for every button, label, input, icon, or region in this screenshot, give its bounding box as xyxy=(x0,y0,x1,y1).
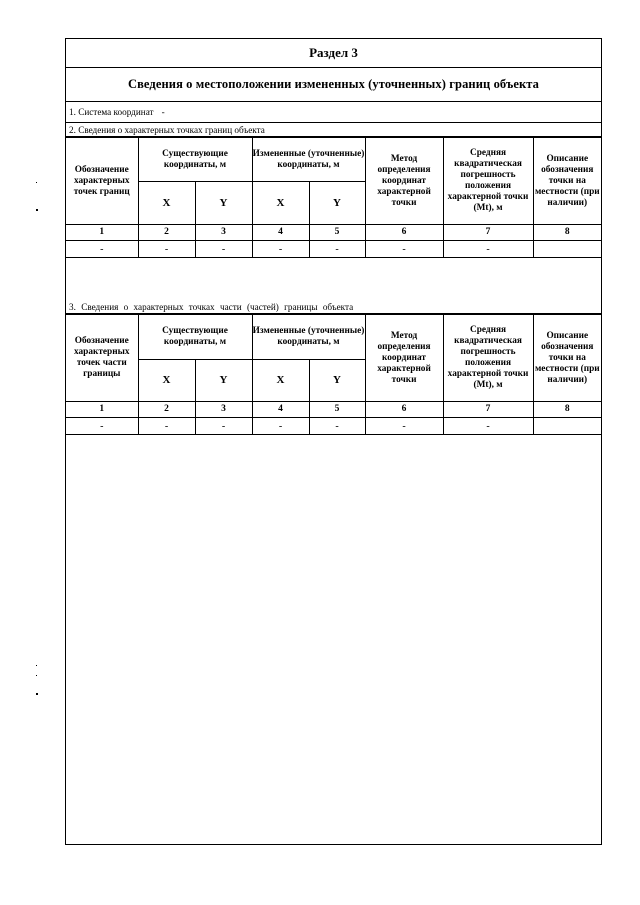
section-heading xyxy=(66,68,601,102)
points-num-cell: 2 xyxy=(138,225,195,241)
points-col-description: Описание обозначения точки на местности (при наличии) xyxy=(533,138,601,225)
part-points-row-cell: - xyxy=(443,418,533,435)
coordinate-system-label: 1. Система координат xyxy=(69,107,154,117)
part-points-num-cell: 4 xyxy=(252,402,309,418)
points-col-changed-y: Y xyxy=(309,182,365,225)
coordinate-system-line xyxy=(66,102,601,123)
points-row-cell xyxy=(533,241,601,258)
part-points-row-cell: - xyxy=(195,418,252,435)
part-points-num-cell: 7 xyxy=(443,402,533,418)
part-points-col-existing: Существующие координаты, м xyxy=(138,315,252,360)
part-points-col-changed: Измененные (уточненные) координаты, м xyxy=(252,315,365,360)
part-points-number-row xyxy=(66,402,601,418)
points-row-cell: - xyxy=(443,241,533,258)
part-points-table-row xyxy=(66,418,601,435)
part-points-row-cell: - xyxy=(252,418,309,435)
part-points-num-cell: 6 xyxy=(365,402,443,418)
points-col-method: Метод определения координат характерной точки xyxy=(365,138,443,225)
points-table-caption xyxy=(66,123,601,137)
part-points-num-cell: 3 xyxy=(195,402,252,418)
scan-speck xyxy=(36,182,37,183)
part-points-col-existing-y: Y xyxy=(195,360,252,402)
points-num-cell: 4 xyxy=(252,225,309,241)
section-number-text: Раздел 3 xyxy=(309,45,358,60)
scan-speck xyxy=(36,675,37,676)
part-points-num-cell: 8 xyxy=(533,402,601,418)
points-number-row xyxy=(66,225,601,241)
part-points-row-cell xyxy=(533,418,601,435)
points-row-cell: - xyxy=(252,241,309,258)
points-col-existing-x: X xyxy=(138,182,195,225)
part-points-caption-text: 3. Сведения о характерных точках части (частей) границы объекта xyxy=(69,301,354,312)
points-row-cell: - xyxy=(138,241,195,258)
points-num-cell: 5 xyxy=(309,225,365,241)
points-row-cell: - xyxy=(365,241,443,258)
part-points-col-existing-x: X xyxy=(138,360,195,402)
points-col-existing: Существующие координаты, м xyxy=(138,138,252,182)
part-points-row-cell: - xyxy=(309,418,365,435)
points-table-row xyxy=(66,241,601,258)
part-points-col-error: Средняя квадратическая погрешность положения характерной точки (Mt), м xyxy=(443,315,533,402)
part-points-table xyxy=(66,314,601,435)
scan-speck xyxy=(36,665,37,666)
points-num-cell: 8 xyxy=(533,225,601,241)
section-heading-text: Сведения о местоположении измененных (уточненных) границ объекта xyxy=(127,77,540,91)
part-points-col-method: Метод определения координат характерной точки xyxy=(365,315,443,402)
part-points-num-cell: 5 xyxy=(309,402,365,418)
points-caption-text: 2. Сведения о характерных точках границ объекта xyxy=(69,124,265,135)
part-points-col-changed-x: X xyxy=(252,360,309,402)
points-col-existing-y: Y xyxy=(195,182,252,225)
part-points-row-cell: - xyxy=(138,418,195,435)
part-points-col-description: Описание обозначения точки на местности (при наличии) xyxy=(533,315,601,402)
scan-speck xyxy=(36,693,38,695)
part-points-row-cell: - xyxy=(365,418,443,435)
coordinate-system-value: - xyxy=(161,107,165,117)
points-row-cell: - xyxy=(309,241,365,258)
points-num-cell: 1 xyxy=(66,225,138,241)
part-points-col-designation: Обозначение характерных точек части границы xyxy=(66,315,138,402)
section-frame xyxy=(65,38,602,845)
points-col-changed: Измененные (уточненные) координаты, м xyxy=(252,138,365,182)
points-col-changed-x: X xyxy=(252,182,309,225)
part-points-row-cell: - xyxy=(66,418,138,435)
part-points-table-caption xyxy=(66,300,601,314)
points-table xyxy=(66,137,601,258)
points-row-cell: - xyxy=(195,241,252,258)
part-points-col-changed-y: Y xyxy=(309,360,365,402)
points-col-error: Средняя квадратическая погрешность положения характерной точки (Mt), м xyxy=(443,138,533,225)
points-num-cell: 3 xyxy=(195,225,252,241)
points-col-designation: Обозначение характерных точек границ xyxy=(66,138,138,225)
points-num-cell: 6 xyxy=(365,225,443,241)
points-row-cell: - xyxy=(66,241,138,258)
points-num-cell: 7 xyxy=(443,225,533,241)
section-number-title xyxy=(66,39,601,68)
part-points-num-cell: 1 xyxy=(66,402,138,418)
scan-speck xyxy=(36,209,38,211)
part-points-num-cell: 2 xyxy=(138,402,195,418)
